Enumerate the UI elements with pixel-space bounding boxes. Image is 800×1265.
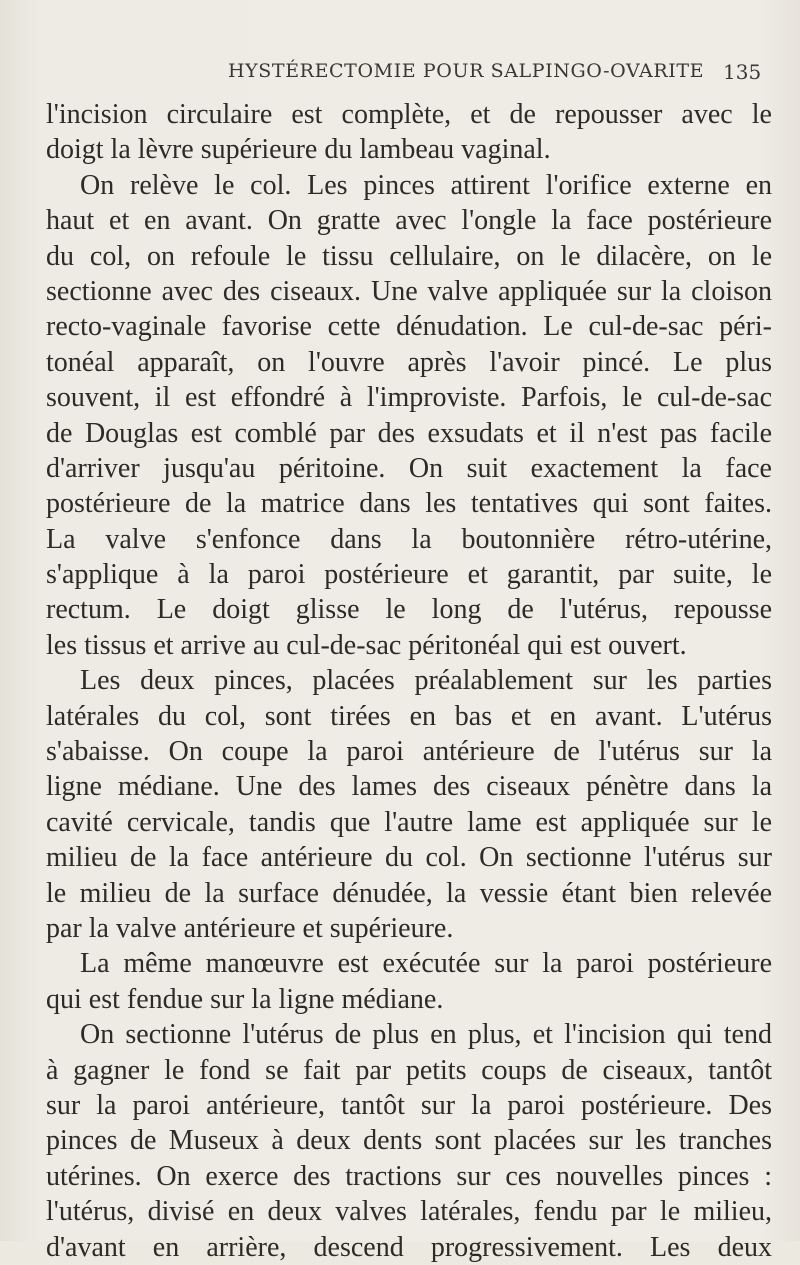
text-line: rectum. Le doigt glisse le long de l'utérus, repousse [46,594,772,626]
body-text [46,97,772,1265]
text-line: du col, on refoule le tissu cellulaire, on le dilacère, on le [46,240,772,272]
text-line: milieu de la face antérieure du col. On sectionne l'utérus sur [46,842,772,874]
text-line: d'arriver jusqu'au péritoine. On suit exactement la face [46,452,772,484]
text-line: l'incision circulaire est complète, et de repousser avec le [46,99,772,130]
text-line: pinces de Museux à deux dents sont placées sur les tranches [46,1125,772,1157]
text-line: à gagner le fond se fait par petits coups de ciseaux, tantôt [46,1054,772,1086]
text-line: de Douglas est comblé par des exsudats et il n'est pas facile [46,417,772,449]
text-line: doigt la lèvre supérieure du lambeau vaginal. [46,134,551,166]
text-line: latérales du col, sont tirées en bas et en avant. L'utérus [46,700,772,732]
text-line: qui est fendue sur la ligne médiane. [46,983,444,1015]
text-line: s'abaisse. On coupe la paroi antérieure de l'utérus sur la [46,736,772,768]
text-line: ligne médiane. Une des lames des ciseaux pénètre dans la [46,771,772,803]
text-line: tonéal apparaît, on l'ouvre après l'avoir pincé. Le plus [46,346,772,378]
text-line: cavité cervicale, tandis que l'autre lame est appliquée sur le [46,806,772,838]
text-line: l'utérus, divisé en deux valves latérales, fendu par le milieu, [46,1196,772,1228]
text-line: par la valve antérieure et supérieure. [46,912,454,944]
text-line: On relève le col. Les pinces attirent l'orifice externe en [80,169,772,201]
page-header [0,60,800,90]
text-line: Les deux pinces, placées préalablement sur les parties [80,665,772,697]
text-line: souvent, il est effondré à l'improviste. Parfois, le cul-de-sac [46,382,772,414]
text-line: sectionne avec des ciseaux. Une valve appliquée sur la cloison [46,275,772,307]
text-line: sur la paroi antérieure, tantôt sur la paroi postérieure. Des [46,1089,772,1121]
page-number: 135 [723,60,762,84]
running-title: HYSTÉRECTOMIE POUR SALPINGO-OVARITE [228,60,705,82]
text-line: recto-vaginale favorise cette dénudation. Le cul-de-sac péri- [46,311,772,343]
text-line: postérieure de la matrice dans les tentatives qui sont faites. [46,488,772,520]
text-line: s'applique à la paroi postérieure et garantit, par suite, le [46,559,772,591]
text-line: les tissus et arrive au cul-de-sac péritonéal qui est ouvert. [46,629,687,661]
text-line: le milieu de la surface dénudée, la vessie étant bien relevée [46,877,772,909]
text-line: haut et en avant. On gratte avec l'ongle la face postérieure [46,205,772,237]
text-line: On sectionne l'utérus de plus en plus, et l'incision qui tend [80,1019,772,1051]
text-line: La valve s'enfonce dans la boutonnière rétro-utérine, [46,523,772,555]
text-line: d'avant en arrière, descend progressivement. Les deux [46,1231,772,1263]
text-line: utérines. On exerce des tractions sur ces nouvelles pinces : [46,1160,772,1192]
text-line: La même manœuvre est exécutée sur la paroi postérieure [80,948,772,980]
